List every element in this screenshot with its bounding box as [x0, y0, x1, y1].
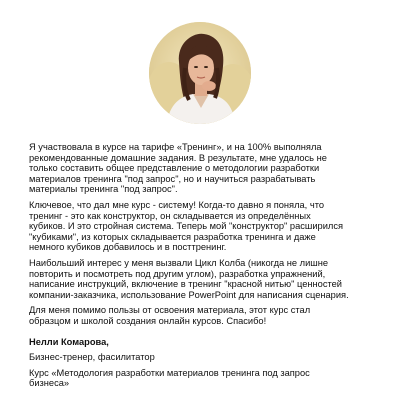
text-line: рекомендованные домашние задания. В результате, мне удалось не	[29, 152, 327, 163]
review-paragraph-4	[29, 305, 375, 326]
text-line: Я участвовала в курсе на тарифе «Тренинг», и на 100% выполняла	[29, 142, 322, 152]
course-line: Курс «Методология разработки материалов тренинга под запрос	[29, 367, 310, 378]
text-line: немного кубиков добавилось и в посттренинг.	[29, 242, 227, 253]
text-line: "кубиками", из которых складывается разработка тренинга и даже	[29, 231, 316, 242]
text-line: образцом и школой создания онлайн курсов. Спасибо!	[29, 315, 267, 326]
testimonial-content	[29, 142, 375, 389]
text-line: тренинг - это как конструктор, он складывается из определённых	[29, 210, 311, 221]
author-course	[29, 368, 375, 389]
text-line: только составить общее представление о методологии разработки	[29, 163, 320, 174]
author-role: Бизнес-тренер, фасилитатор	[29, 352, 155, 363]
author-name: Нелли Комарова,	[29, 336, 109, 347]
author-photo	[149, 22, 251, 124]
text-line: кубиков. И это стройная система. Теперь мой "конструктор" расширился	[29, 221, 344, 232]
text-line: материалы тренинга "под запрос".	[29, 184, 178, 195]
review-paragraph-2	[29, 200, 375, 253]
text-line: повторить и посмотреть под другим углом), разработка упражнений,	[29, 268, 326, 279]
portrait-photo-icon	[149, 22, 251, 124]
text-line: компании-заказчика, использование PowerPoint для написания сценария.	[29, 289, 349, 300]
text-line: материалов тренинга "под запрос", но и научиться разрабатывать	[29, 173, 316, 184]
review-paragraph-1	[29, 142, 375, 195]
text-line: Ключевое, что дал мне курс - систему! Когда-то давно я поняла, что	[29, 199, 325, 210]
course-line: бизнеса»	[29, 378, 70, 389]
text-line: написание инструкций, включение в тренинг "красной нитью" ценностей	[29, 279, 342, 290]
review-paragraph-3	[29, 258, 375, 300]
author-signature	[29, 337, 375, 389]
text-line: Наибольший интерес у меня вызвали Цикл Колба (никогда не лишне	[29, 257, 329, 268]
text-line: Для меня помимо пользы от освоения материала, этот курс стал	[29, 305, 311, 316]
